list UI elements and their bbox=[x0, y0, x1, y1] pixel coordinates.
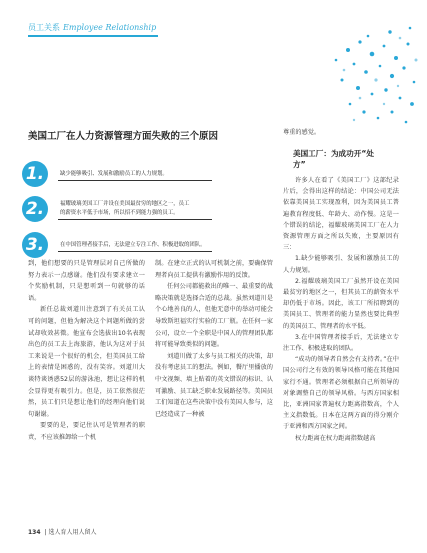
section-header bbox=[28, 22, 156, 33]
body-paragraph: 任何公司都能救出的唯一、最重要的战略决策就是选择合适的总裁。虽然刘道川是个心地善良的人，但他无意中的举动可能会导致斯坦福实行实验的工厂瓶。在任何一家公司，设立一个全职是中国人的管理团队都将可能导致类似的问题。 bbox=[155, 283, 273, 349]
column-3-top-text: 尊重的感觉。 bbox=[283, 129, 321, 136]
point-text-line-1: 福耀玻璃美国工厂并设在美国最贫穷的地区之一，员工 bbox=[60, 201, 190, 207]
body-column-1 bbox=[28, 258, 145, 444]
body-column-3 bbox=[283, 175, 399, 444]
body-paragraph: 到，他们想要的只是管理层对自己所做的努力表示一点感谢。他们没有要求建立一个奖励机制，只是想听到一句就够的话语。 bbox=[28, 260, 145, 302]
point-underline bbox=[58, 251, 212, 252]
section-title-en: Employee Relationship bbox=[63, 23, 157, 32]
body-paragraph: 权力距离在权力距离指数越高 bbox=[295, 434, 376, 442]
point-text: 在中国管理者接手后，无法建立专注工作、积极进取的团队。 bbox=[60, 242, 206, 248]
subheading-line-2: 方” bbox=[293, 160, 306, 169]
point-underline bbox=[58, 219, 212, 220]
section-title-cn: 员工关系 bbox=[28, 23, 60, 32]
section-subheading bbox=[293, 148, 374, 170]
page-footer bbox=[28, 527, 96, 536]
body-paragraph: 1.缺少能够吸引、发展和激励员工的人力规划。 bbox=[283, 255, 399, 274]
article-title: 美国工厂在人力资源管理方面失败的三个原因 bbox=[28, 131, 219, 142]
body-paragraph: 3.在中国管理者接手后，无法建立专注工作、积极进取的团队。 bbox=[283, 333, 399, 353]
body-paragraph: “成功的领导者自然会有支持者。”在中国公司行之有效的领导风格可能在其他国家行不通。管理者必须根据自己所领导的对象调整自己的领导风格。与西方国家相比，亚洲国家普遍权力距离指数高，个人主义指数低。日本在这两方面的得分刚介于亚洲和西方国家之间。 bbox=[283, 356, 399, 431]
point-underline bbox=[58, 180, 212, 181]
point-number-badge: 1. bbox=[22, 161, 48, 187]
header-rule bbox=[28, 35, 158, 37]
body-column-2 bbox=[155, 258, 273, 420]
point-number-badge: 2. bbox=[22, 196, 48, 222]
body-paragraph: 2.福耀玻璃美国工厂虽然开设在美国最贫穷的地区之一，但其员工的薪资水平却仍低于市场。因此，该工厂所招聘到的美国员工、管理者的能力显然也要比典型的美国员工、管理者的水平低。 bbox=[283, 277, 399, 330]
body-paragraph: 制。在建立正式的认可机制之前，要确保管理者向员工提供有激励作用的反馈。 bbox=[155, 260, 273, 279]
point-text-line-2: 的薪资水平低于市场，所以招不到能力强的员工。 bbox=[60, 210, 179, 216]
page-number: 134 bbox=[28, 529, 41, 536]
body-paragraph: 新任总裁刘道川注意到了有关员工认可的问题，但他为解决这个问题所做的尝试却收效甚微。他宣布会选拔出10名表现出色的员工去上海旅游，他认为这对于员工来说是一个很好的机会，但美国员工给上的表情是困惑的，没有笑容。刘道川大谈特谈诱惑52层的游泳池，想让这样的机会显得更有吸引力。但是，员工依然很茫然，员工们只是想让他们的经理向他们说句谢谢。 bbox=[28, 306, 145, 418]
magazine-name: | 选人育人用人留人 bbox=[44, 529, 97, 536]
point-text: 缺少能够吸引、发展和激励员工的人力规划。 bbox=[60, 171, 168, 177]
point-number-badge: 3. bbox=[22, 232, 48, 258]
body-paragraph: 要要的是，要记住认可是管理者的职责，不应该推卸给一个机 bbox=[28, 422, 145, 441]
subheading-line-1: 美国工厂：为成功开“处 bbox=[293, 149, 374, 158]
body-paragraph: 许多人在看了《美国工厂》这部纪录片后，会得出这样的结论：中国公司无法依靠美国员工实现盈利，因为美国员工普遍教育程度低、年龄大、动作慢。这是一个错误的结论，福耀玻璃美国工厂在人力资源管理方面之所以失败，主要原因有三： bbox=[283, 177, 399, 252]
body-paragraph: 刘道川做了太多与员工相关的决策，却没有考虑员工的想法。例如，餐厅里播放的中文视频、墙上贴着的英文错误的标识、认可激励、员工缺乏职业发展路径等。美国员工们知道在这些决策中没有美国人参与，这已经造成了一种被 bbox=[155, 352, 273, 418]
